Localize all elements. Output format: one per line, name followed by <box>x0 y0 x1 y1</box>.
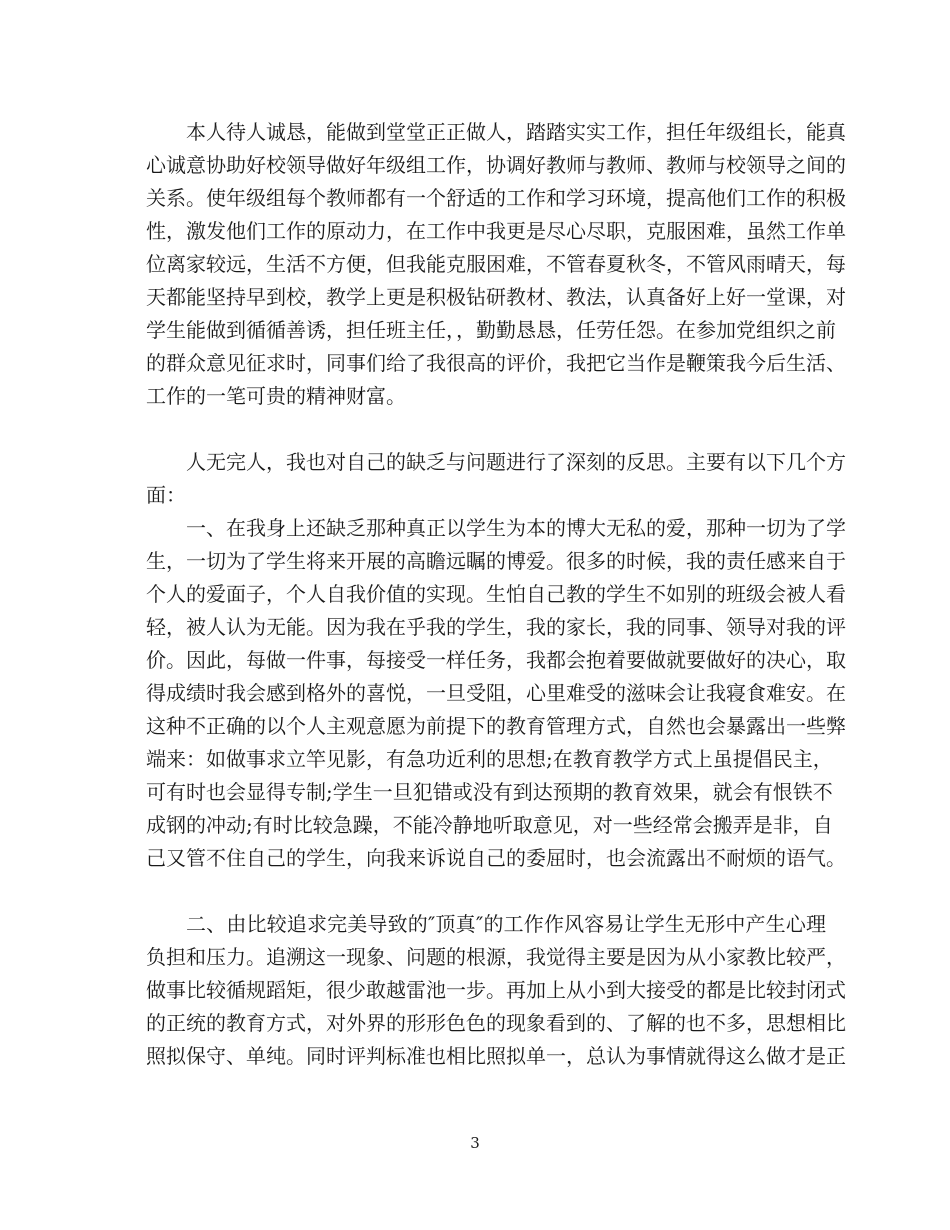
text-line: 己又管不住自己的学生，向我来诉说自己的委屈时，也会流露出不耐烦的语气。 <box>146 846 846 870</box>
text-line: 的群众意见征求时，同事们给了我很高的评价，我把它当作是鞭策我今后生活、 <box>146 351 846 375</box>
text-line: 成钢的冲动;有时比较急躁，不能冷静地听取意见，对一些经常会搬弄是非，自 <box>146 813 833 837</box>
text-line: 人无完人，我也对自己的缺乏与问题进行了深刻的反思。主要有以下几个方 <box>186 450 846 474</box>
text-line: 性，激发他们工作的原动力，在工作中我更是尽心尽职，克服困难，虽然工作单 <box>146 219 846 243</box>
text-line: 轻，被人认为无能。因为我在乎我的学生，我的家长，我的同事、领导对我的评 <box>146 615 846 639</box>
text-line: 生，一切为了学生将来开展的高瞻远瞩的博爱。很多的时候，我的责任感来自于 <box>146 549 846 573</box>
text-line: 做事比较循规蹈矩，很少敢越雷池一步。再加上从小到大接受的都是比较封闭式 <box>146 978 846 1002</box>
text-line: 本人待人诚恳，能做到堂堂正正做人，踏踏实实工作，担任年级组长，能真 <box>186 120 846 144</box>
text-line: 端来：如做事求立竿见影，有急功近利的思想;在教育教学方式上虽提倡民主， <box>146 747 833 771</box>
text-line: 面： <box>146 483 186 507</box>
text-line: 价。因此，每做一件事，每接受一样任务，我都会抱着要做就要做好的决心，取 <box>146 648 846 672</box>
text-line: 二、由比较追求完美导致的″顶真″的工作作风容易让学生无形中产生心理 <box>186 912 826 936</box>
text-line: 心诚意协助好校领导做好年级组工作，协调好教师与教师、教师与校领导之间的 <box>146 153 846 177</box>
text-line: 负担和压力。追溯这一现象、问题的根源，我觉得主要是因为从小家教比较严， <box>146 945 846 969</box>
text-line: 得成绩时我会感到格外的喜悦，一旦受阻，心里难受的滋味会让我寝食难安。在 <box>146 681 846 705</box>
text-line: 可有时也会显得专制;学生一旦犯错或没有到达预期的教育效果，就会有恨铁不 <box>146 780 833 804</box>
text-line: 的正统的教育方式，对外界的形形色色的现象看到的、了解的也不多，思想相比 <box>146 1011 846 1035</box>
text-line: 一、在我身上还缺乏那种真正以学生为本的博大无私的爱，那种一切为了学 <box>186 516 846 540</box>
text-line: 这种不正确的以个人主观意愿为前提下的教育管理方式，自然也会暴露出一些弊 <box>146 714 846 738</box>
text-line: 工作的一笔可贵的精神财富。 <box>146 384 406 408</box>
text-line: 照拟保守、单纯。同时评判标准也相比照拟单一，总认为事情就得这么做才是正 <box>146 1044 846 1068</box>
text-line: 关系。使年级组每个教师都有一个舒适的工作和学习环境，提高他们工作的积极 <box>146 186 846 210</box>
text-line: 天都能坚持早到校，教学上更是积极钻研教材、教法，认真备好上好一堂课，对 <box>146 285 846 309</box>
text-line: 个人的爱面子，个人自我价值的实现。生怕自己教的学生不如别的班级会被人看 <box>146 582 846 606</box>
text-line: 学生能做到循循善诱，担任班主任，，勤勤恳恳，任劳任怨。在参加党组织之前 <box>146 318 836 342</box>
page-number: 3 <box>470 1134 480 1152</box>
text-line: 位离家较远，生活不方便，但我能克服困难，不管春夏秋冬，不管风雨晴天，每 <box>146 252 846 276</box>
